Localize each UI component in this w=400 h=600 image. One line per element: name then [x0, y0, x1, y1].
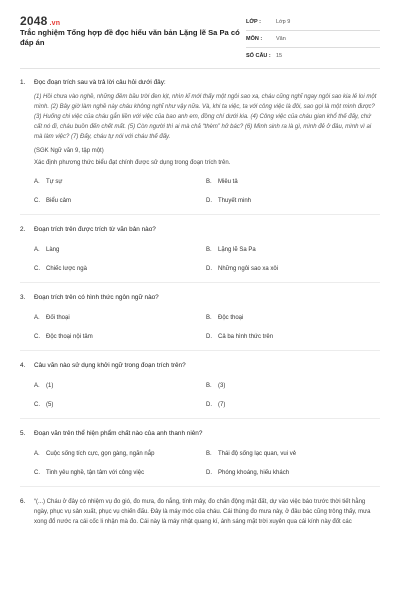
option-text: (5): [46, 401, 54, 408]
options: [34, 444, 380, 482]
option-text: Thuyết minh: [218, 197, 252, 204]
option-letter: A.: [34, 246, 40, 253]
option-text: Tinh yêu nghề, tận tâm với công việc: [46, 469, 145, 476]
logo-text: 2048: [20, 14, 48, 28]
question-stem: “(...) Cháu ở đây có nhiệm vụ đo gió, đo mưa, đo nắng, tính mây, đo chấn động mặt đất, dự vào việc báo trước thời tiết hằng ngày, phục vụ sản xuất, phục vụ chiến đấu. Đây là máy móc của cháu. Cái thùng đo mưa này, ở đâu bác cũng trông thấy, mưa xong đổ nước ra cái cốc li nhận mà đo. Cái này là máy nhật quang kí, ánh sáng mặt trời xuyên qua cái kính này đốt các: [34, 499, 371, 525]
question-1: [20, 78, 380, 215]
question-stem: Câu văn nào sử dụng khởi ngữ trong đoạn trích trên?: [34, 362, 186, 369]
question-number: 3.: [20, 294, 26, 301]
option-c[interactable]: [34, 191, 206, 210]
option-letter: B.: [206, 246, 212, 253]
option-text: Làng: [46, 246, 60, 253]
option-text: Miêu tả: [218, 178, 238, 185]
question-number: 1.: [20, 79, 26, 86]
option-d[interactable]: [206, 191, 378, 210]
question-stem: Đọc đoạn trích sau và trả lời câu hỏi dưới đây:: [34, 79, 166, 86]
options: [34, 240, 380, 278]
option-c[interactable]: [34, 327, 206, 346]
meta-label: LỚP :: [246, 19, 261, 25]
meta-row-count: [246, 48, 380, 64]
option-a[interactable]: [34, 172, 206, 191]
option-text: Cả ba hình thức trên: [218, 333, 274, 340]
logo-suffix: .vn: [49, 20, 61, 27]
option-d[interactable]: [206, 395, 378, 414]
question-divider: [20, 214, 380, 215]
option-letter: C.: [34, 469, 40, 476]
option-a[interactable]: [34, 444, 206, 463]
page-title: Trắc nghiệm Tổng hợp đề đọc hiểu văn bản Lặng lẽ Sa Pa có đáp án: [20, 28, 240, 47]
options: [34, 308, 380, 346]
option-b[interactable]: [206, 240, 378, 259]
option-text: Chiếc lược ngà: [46, 265, 87, 272]
option-b[interactable]: [206, 444, 378, 463]
question-stem: Đoạn trích trên có hình thức ngôn ngữ nào?: [34, 294, 159, 301]
option-letter: B.: [206, 382, 212, 389]
meta-label: MÔN :: [246, 36, 263, 42]
option-letter: A.: [34, 178, 40, 185]
question-number: 6.: [20, 498, 26, 505]
meta-label: SỐ CÂU :: [246, 53, 271, 59]
question-6: [20, 497, 380, 527]
question-list: [20, 78, 380, 537]
meta-value: Văn: [276, 36, 286, 42]
option-d[interactable]: [206, 463, 378, 482]
option-letter: D.: [206, 265, 212, 272]
option-letter: C.: [34, 197, 40, 204]
option-letter: D.: [206, 197, 212, 204]
option-text: (7): [218, 401, 226, 408]
option-letter: A.: [34, 450, 40, 457]
option-letter: D.: [206, 333, 212, 340]
meta-row-class: [246, 14, 380, 31]
option-letter: C.: [34, 265, 40, 272]
option-letter: B.: [206, 314, 212, 321]
option-b[interactable]: [206, 376, 378, 395]
option-text: Lặng lẽ Sa Pa: [218, 246, 256, 253]
question-3: [20, 293, 380, 351]
option-d[interactable]: [206, 327, 378, 346]
question-divider: [20, 486, 380, 487]
passage-text: (1) Hồi chưa vào nghề, những đêm bầu trời đen kịt, nhìn kĩ mới thấy một ngôi sao xa, cháu cũng nghĩ ngay ngôi sao kia lẻ loi một mình. (2) Bây giờ làm nghề này cháu không nghĩ như vậy nữa. Và, khi ta việc, ta với công việc là đôi, sao gọi là một mình được? (3) Huống chi việc của cháu gắn liền với việc của bao anh em, đồng chí dưới kia. (4) Công việc của cháu gian khổ thế đấy, chứ cất nó đi, cháu buồn đến chết mất. (5) Còn người thì ai mà chả “thèm” hở bác? (6) Mình sinh ra là gì, mình đẻ ở đâu, mình vì ai mà làm việc? (7) Đấy, cháu tự nói với cháu thế đấy.: [34, 94, 377, 140]
option-letter: B.: [206, 450, 212, 457]
meta-row-subject: [246, 31, 380, 48]
option-text: Độc thoại: [218, 314, 244, 321]
option-text: Đối thoại: [46, 314, 70, 321]
option-text: Tự sự: [46, 178, 63, 185]
header-divider: [20, 68, 380, 69]
site-logo[interactable]: [20, 14, 60, 28]
option-text: Độc thoại nội tâm: [46, 333, 93, 340]
option-letter: D.: [206, 401, 212, 408]
option-b[interactable]: [206, 172, 378, 191]
question-divider: [20, 418, 380, 419]
option-text: Thái độ sống lạc quan, vui vẻ: [218, 450, 297, 457]
question-stem: Đoạn văn trên thể hiện phẩm chất nào của anh thanh niên?: [34, 430, 203, 437]
question-number: 4.: [20, 362, 26, 369]
question-divider: [20, 282, 380, 283]
question-number: 2.: [20, 226, 26, 233]
question-stem: Đoạn trích trên được trích từ văn bản nào?: [34, 226, 156, 233]
question-4: [20, 361, 380, 419]
option-b[interactable]: [206, 308, 378, 327]
option-text: Phóng khoáng, hiếu khách: [218, 469, 290, 476]
meta-value: 15: [276, 53, 283, 59]
question-instruction: Xác định phương thức biểu đạt chính được sử dụng trong đoạn trích trên.: [34, 160, 231, 166]
option-text: Những ngôi sao xa xôi: [218, 265, 279, 272]
question-2: [20, 225, 380, 283]
passage-source: (SGK Ngữ văn 9, tập một): [34, 148, 104, 154]
option-a[interactable]: [34, 240, 206, 259]
option-c[interactable]: [34, 463, 206, 482]
header: [20, 14, 380, 64]
question-number: 5.: [20, 430, 26, 437]
option-c[interactable]: [34, 259, 206, 278]
option-letter: A.: [34, 382, 40, 389]
option-text: (3): [218, 382, 226, 389]
question-5: [20, 429, 380, 487]
meta-info: [246, 14, 380, 64]
options: [34, 172, 380, 210]
option-c[interactable]: [34, 395, 206, 414]
option-text: Biểu cảm: [46, 197, 72, 204]
option-a[interactable]: [34, 376, 206, 395]
meta-value: Lớp 9: [276, 19, 291, 25]
option-letter: D.: [206, 469, 212, 476]
option-letter: A.: [34, 314, 40, 321]
option-text: Cuộc sống tích cực, gọn gàng, ngăn nắp: [46, 450, 155, 457]
option-a[interactable]: [34, 308, 206, 327]
option-letter: C.: [34, 333, 40, 340]
option-letter: B.: [206, 178, 212, 185]
option-text: (1): [46, 382, 54, 389]
option-letter: C.: [34, 401, 40, 408]
options: [34, 376, 380, 414]
question-divider: [20, 350, 380, 351]
option-d[interactable]: [206, 259, 378, 278]
